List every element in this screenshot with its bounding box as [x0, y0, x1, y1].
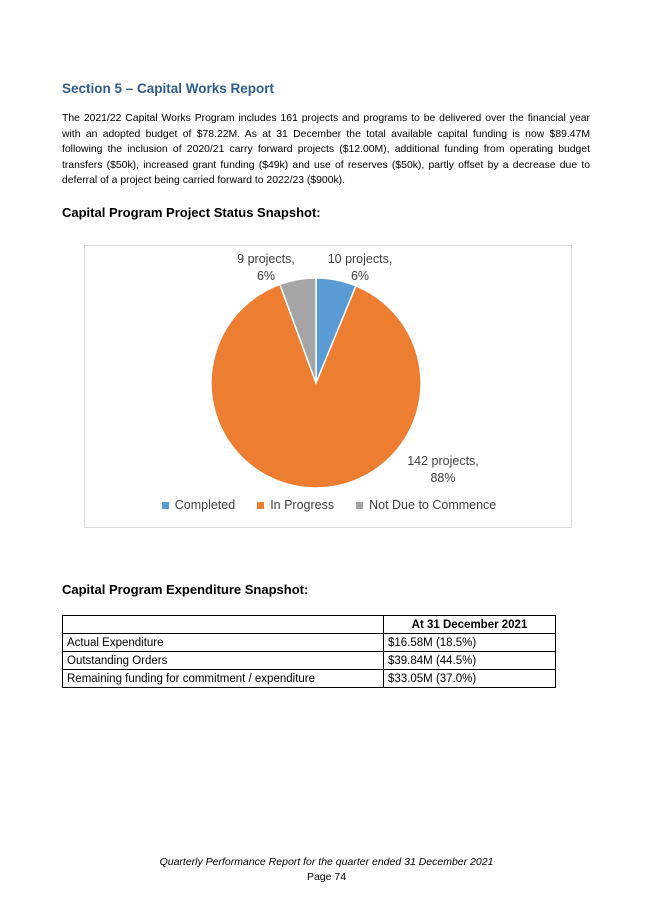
legend-item-completed	[162, 498, 235, 512]
legend-swatch-not-due	[356, 502, 363, 509]
legend-label-in-progress: In Progress	[270, 498, 335, 512]
data-label-not-due-count: 9 projects,	[237, 252, 295, 266]
table-header-blank	[63, 616, 384, 634]
table-row	[63, 670, 556, 688]
legend-item-in-progress	[257, 498, 334, 512]
project-status-chart	[84, 245, 572, 528]
legend-label-not-due: Not Due to Commence	[369, 498, 497, 512]
legend-swatch-in-progress	[257, 502, 264, 509]
data-label-completed-count: 10 projects,	[327, 252, 393, 266]
legend-label-completed: Completed	[174, 498, 236, 512]
table-row	[63, 652, 556, 670]
chart-legend	[85, 498, 573, 512]
table-header-row	[63, 616, 556, 634]
legend-item-not-due	[356, 498, 496, 512]
expenditure-table	[62, 615, 556, 688]
data-label-not-due	[221, 251, 311, 285]
legend-swatch-completed	[162, 502, 169, 509]
data-label-completed-percent: 6%	[350, 269, 370, 283]
data-label-completed	[313, 251, 407, 285]
data-label-in-progress	[393, 453, 493, 487]
data-label-in-progress-count: 142 projects,	[407, 454, 479, 468]
data-label-not-due-percent: 6%	[256, 269, 276, 283]
section-title: Section 5 – Capital Works Report	[62, 81, 275, 96]
row-label: Remaining funding for commitment / expenditure	[63, 670, 384, 688]
project-status-heading: Capital Program Project Status Snapshot:	[62, 205, 321, 220]
row-label: Actual Expenditure	[63, 634, 384, 652]
table-header-date: At 31 December 2021	[384, 616, 556, 634]
pie-chart-svg	[85, 246, 573, 529]
footer-report-title: Quarterly Performance Report for the quarter ended 31 December 2021	[159, 856, 494, 868]
row-value: $33.05M (37.0%)	[384, 670, 556, 688]
row-value: $16.58M (18.5%)	[384, 634, 556, 652]
data-label-in-progress-percent: 88%	[430, 471, 456, 485]
row-value: $39.84M (44.5%)	[384, 652, 556, 670]
footer-page-number: Page 74	[306, 871, 347, 883]
table-row	[63, 634, 556, 652]
intro-paragraph: The 2021/22 Capital Works Program includes 161 projects and programs to be delivered over the financial year with an adopted budget of $78.22M. As at 31 December the total available capital funding is now $89.47M following the inclusion of 2020/21 carry forward projects ($12.00M), additional funding from operating budget transfers ($50k), increased grant funding ($49k) and use of reserves ($50k), partly offset by a decrease due to deferral of a project being carried forward to 2022/23 ($900k).	[62, 113, 590, 187]
row-label: Outstanding Orders	[63, 652, 384, 670]
expenditure-heading: Capital Program Expenditure Snapshot:	[62, 582, 309, 597]
